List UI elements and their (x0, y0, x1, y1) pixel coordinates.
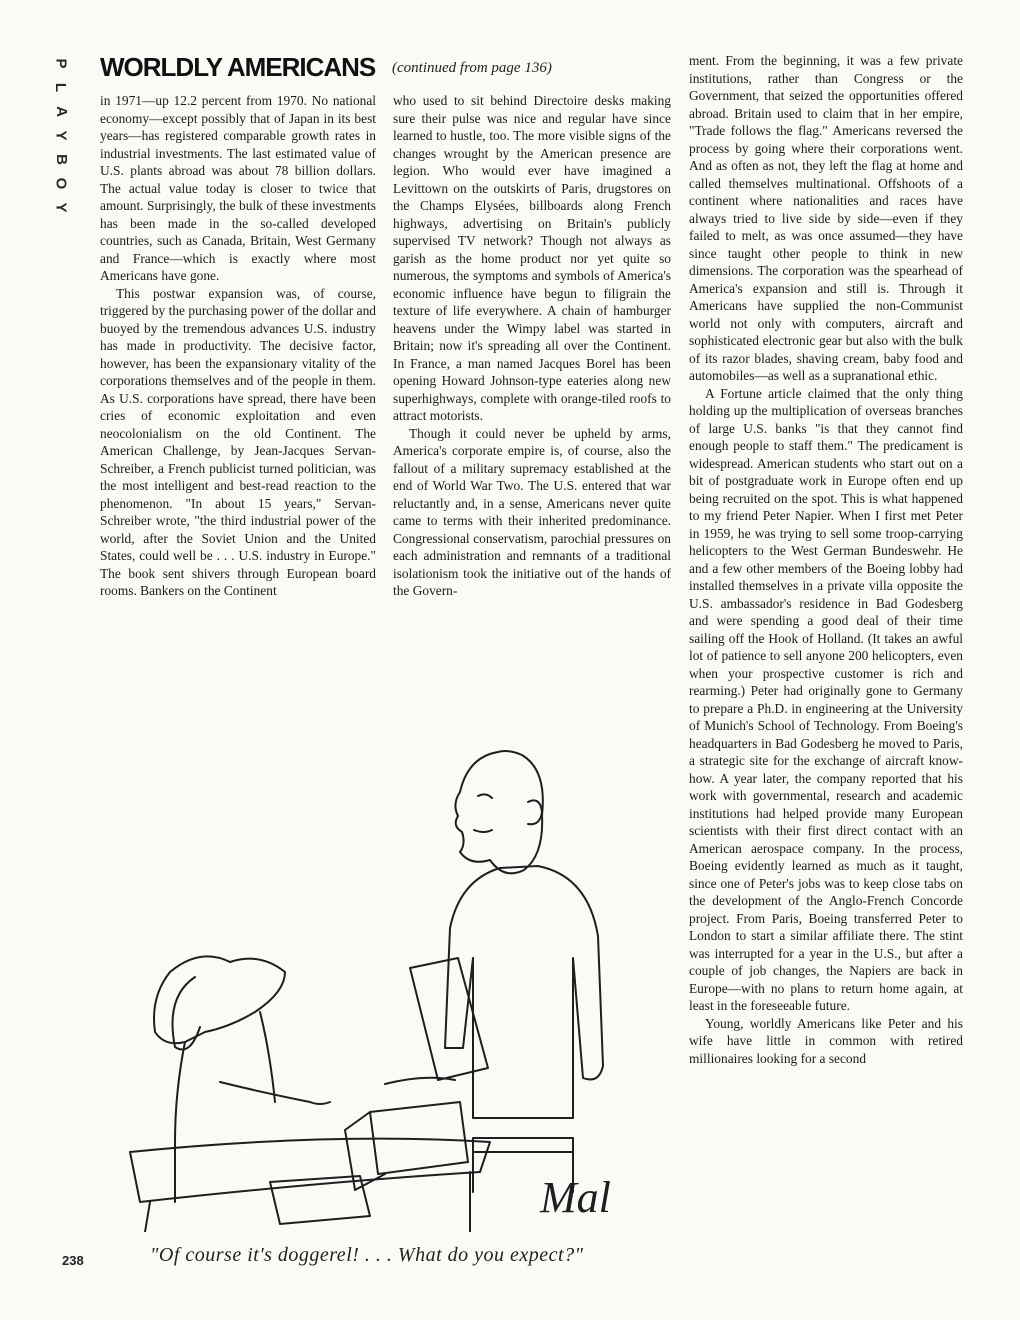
paper (410, 958, 488, 1080)
man-shirt (445, 866, 603, 1118)
cartoonist-signature: Mal (540, 1173, 611, 1222)
cartoon-illustration (100, 712, 680, 1232)
magazine-letter: A (52, 106, 70, 117)
magazine-letter: L (52, 82, 70, 93)
magazine-name-vertical (50, 56, 72, 215)
paragraph: in 1971—up 12.2 percent from 1970. No national economy—except possibly that of Japan in its best years—has registered comparable growth rates in industrial investments. The last estimated value of U.S. plants abroad was about 78 billion dollars. The actual value today is closer to twice that amount. Surprisingly, the bulk of these investments has been made in the so-called developed countries, such as Canada, Britain, West Germany and France—which is exactly where most Americans have gone. (100, 93, 376, 283)
paragraph: Though it could never be upheld by arms, America's corporate empire is, of course, also the fallout of a military supremacy established at the end of World War Two. The U.S. entered that war reluctantly and, in a sense, Americans never quite came to terms with their inherited predominance. Congressional conservatism, parochial pressures on each administration and remnants of a traditional isolationism took the initiative out of the hands of the Govern- (393, 425, 671, 598)
text-column-3 (689, 52, 963, 1067)
text-column-1 (100, 92, 376, 600)
paragraph: who used to sit behind Directoire desks making sure their pulse was nice and regular have since learned to hustle, too. The more visible signs of the changes wrought by the American presence are legion. Who would ever have imagined a Levittown on the outskirts of Paris, drugstores on the Champs Elysées, billboards along French highways, advertising on Britain's publicly supervised TV network? Though not always as garish as the home product nor yet quite so numerous, the symptoms and symbols of America's economic influence have begun to filigrain the texture of life everywhere. A chain of hamburger heavens under the Wimpy label was started in Britain; now it's spreading all over the Continent. In France, a man named Jacques Borel has been opening Howard Johnson-type eateries along new superhighways, complete with orange-tiled roofs to attract motorists. (393, 93, 671, 423)
cartoon-caption: "Of course it's doggerel! . . . What do you expect?" (150, 1244, 584, 1266)
magazine-letter: Y (52, 202, 70, 213)
continued-note: (continued from page 136) (392, 60, 552, 76)
paragraph: Young, worldly Americans like Peter and his wife have little in common with retired millionaires looking for a second (689, 1015, 963, 1066)
page-number: 238 (62, 1253, 84, 1268)
magazine-letter: B (52, 154, 70, 165)
man-head (455, 751, 542, 873)
magazine-letter: P (52, 58, 70, 69)
magazine-letter: O (52, 177, 70, 190)
paragraph: A Fortune article claimed that the only thing holding up the multiplication of overseas branches of large U.S. banks "is that they cannot find enough people to staff them." The predicament is widespread. American students who start out on a bit of postgraduate work in Europe often end up being recruited on the spot. This is what happened to my friend Peter Napier. When I first met Peter in 1959, he was trying to sell some troop-carrying helicopters to the West German Bundeswehr. He and a few other members of the Boeing lobby had installed themselves in a private villa opposite the U.S. ambassador's residence in Bad Godesberg and were spending a good deal of their time sailing off the Hook of Holland. (It takes an awful lot of patience to sell anyone 200 helicopters, even when your prospective customer is rich and rearming.) Peter had originally gone to Germany to prepare a Ph.D. in engineering at the University of Munich's School of Technology. From Boeing's headquarters in Bad Godesberg he moved to Paris, a strategic site for the exchange of aircraft know-how. A year later, the company reported that his work with governmental, research and academic institutions had helped provide many European scientists with their first direct contact with an American aerospace company. In the process, Boeing evidently learned as much as it taught, since one of Peter's jobs was to keep close tabs on the development of the Anglo-French Concorde project. From Paris, Boeing transferred Peter to London to start a similar affiliate there. The stint was interrupted for a year in the U.S., but after a couple of job changes, the Napiers are back in Europe—with no plans to return home again, at least in the foreseeable future. (689, 385, 963, 1013)
text-column-2 (393, 92, 671, 600)
paragraph: This postwar expansion was, of course, triggered by the purchasing power of the dollar and buoyed by the tremendous advances U.S. industry has made in productivity. The decisive factor, however, has been the expansionary vitality of the corporations themselves and of the people in them. As U.S. corporations have spread, there have been cries of economic exploitation and even neocolonialism on the old Continent. The American Challenge, by Jean-Jacques Servan-Schreiber, a French publicist turned politician, was the most intelligent and best-read reaction to the phenomenon. "In about 15 years," Servan-Schreiber wrote, "the third industrial power of the world, after the Soviet Union and the United States, could well be . . . U.S. industry in Europe." The book sent shivers through European board rooms. Bankers on the Continent (100, 285, 376, 598)
magazine-letter: Y (52, 130, 70, 141)
paragraph: ment. From the beginning, it was a few private institutions, rather than Congress or the Government, that seized the opportunities offered abroad. Britain used to claim that in her empire, "Trade follows the flag." Americans reversed the process by going where their corporations went. And as often as not, they left the flag at home and called themselves multinational. Offshoots of a continent where nationalities and races have always tried to live side by side—even if they failed to melt, as was once assumed—they have since taught other people to think in new dimensions. The corporation was the spearhead of America's expansion and still is. Through it Americans have supplied the non-Communist world not only with computers, aircraft and sophisticated electronic gear but also with the bulk of its razor blades, shaving cream, baby food and automobiles—as well as a supranational ethic. (689, 53, 963, 383)
article-title: WORLDLY AMERICANS (100, 52, 376, 82)
dog-ear (173, 977, 201, 1050)
man-mouth (474, 830, 492, 832)
man-ear (528, 800, 542, 824)
man-eye (478, 794, 492, 798)
table (130, 1139, 490, 1202)
